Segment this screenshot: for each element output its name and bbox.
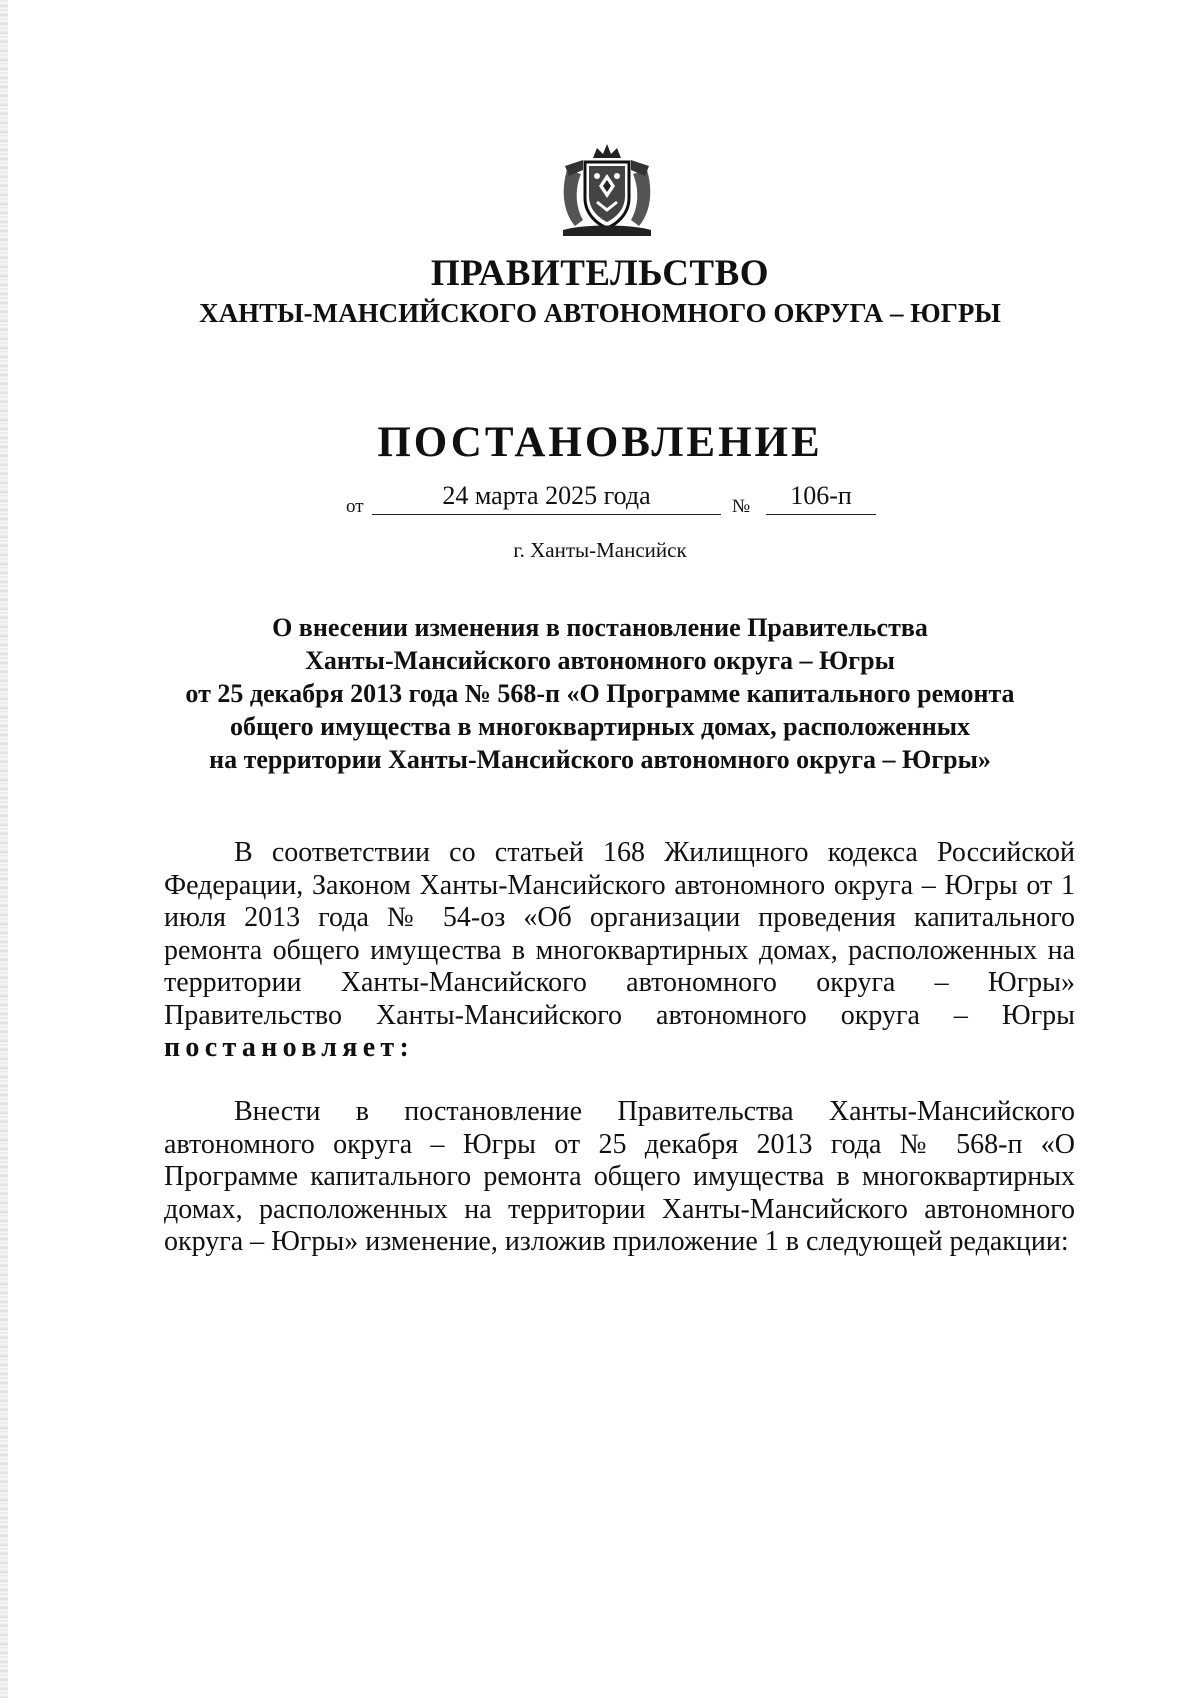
number-label: № <box>732 496 751 517</box>
document-type-title: ПОСТАНОВЛЕНИЕ <box>377 419 823 466</box>
city-line: г. Ханты-Мансийск <box>513 538 687 562</box>
document-heading <box>140 611 1060 776</box>
document-date: 24 марта 2025 года <box>372 478 721 515</box>
heading-line: на территории Ханты-Мансийского автономного округа – Югры» <box>209 745 991 774</box>
document-number: 106-п <box>766 478 876 515</box>
heading-line: О внесении изменения в постановление Правительства <box>272 613 928 642</box>
requisites-row <box>346 478 876 522</box>
coat-of-arms-emblem <box>553 140 661 240</box>
heading-line: от 25 декабря 2013 года № 568-п «О Программе капитального ремонта <box>185 679 1015 708</box>
decree-word: постановляет: <box>164 1032 415 1063</box>
government-title: ПРАВИТЕЛЬСТВО <box>430 253 770 294</box>
preamble-paragraph <box>164 837 1075 1065</box>
heading-line: общего имущества в многоквартирных домах, расположенных <box>229 712 971 741</box>
operative-paragraph: Внести в постановление Правительства Ханты-Мансийского автономного округа – Югры от 25 декабря 2013 года № 568-п «О Программе капитального ремонта общего имущества в многоквартирных домах, расположенных на территории Ханты-Мансийского автономного округа – Югры» изменение, изложив приложение 1 в следующей редакции: <box>164 1096 1075 1257</box>
heading-line: Ханты-Мансийского автономного округа – Югры <box>305 646 895 675</box>
date-label: от <box>346 496 364 517</box>
region-subtitle: ХАНТЫ-МАНСИЙСКОГО АВТОНОМНОГО ОКРУГА – ЮГРЫ <box>199 298 1001 328</box>
preamble-text: В соответствии со статьей 168 Жилищного кодекса Российской Федерации, Законом Ханты-Мансийского автономного округа – Югры от 1 июля 2013 года № 54-оз «Об организации проведения капитального ремонта общего имущества в многоквартирных домах, расположенных на территории Ханты-Мансийского автономного округа – Югры» Правительство Ханты-Мансийского автономного округа – Югры <box>164 837 1075 1031</box>
